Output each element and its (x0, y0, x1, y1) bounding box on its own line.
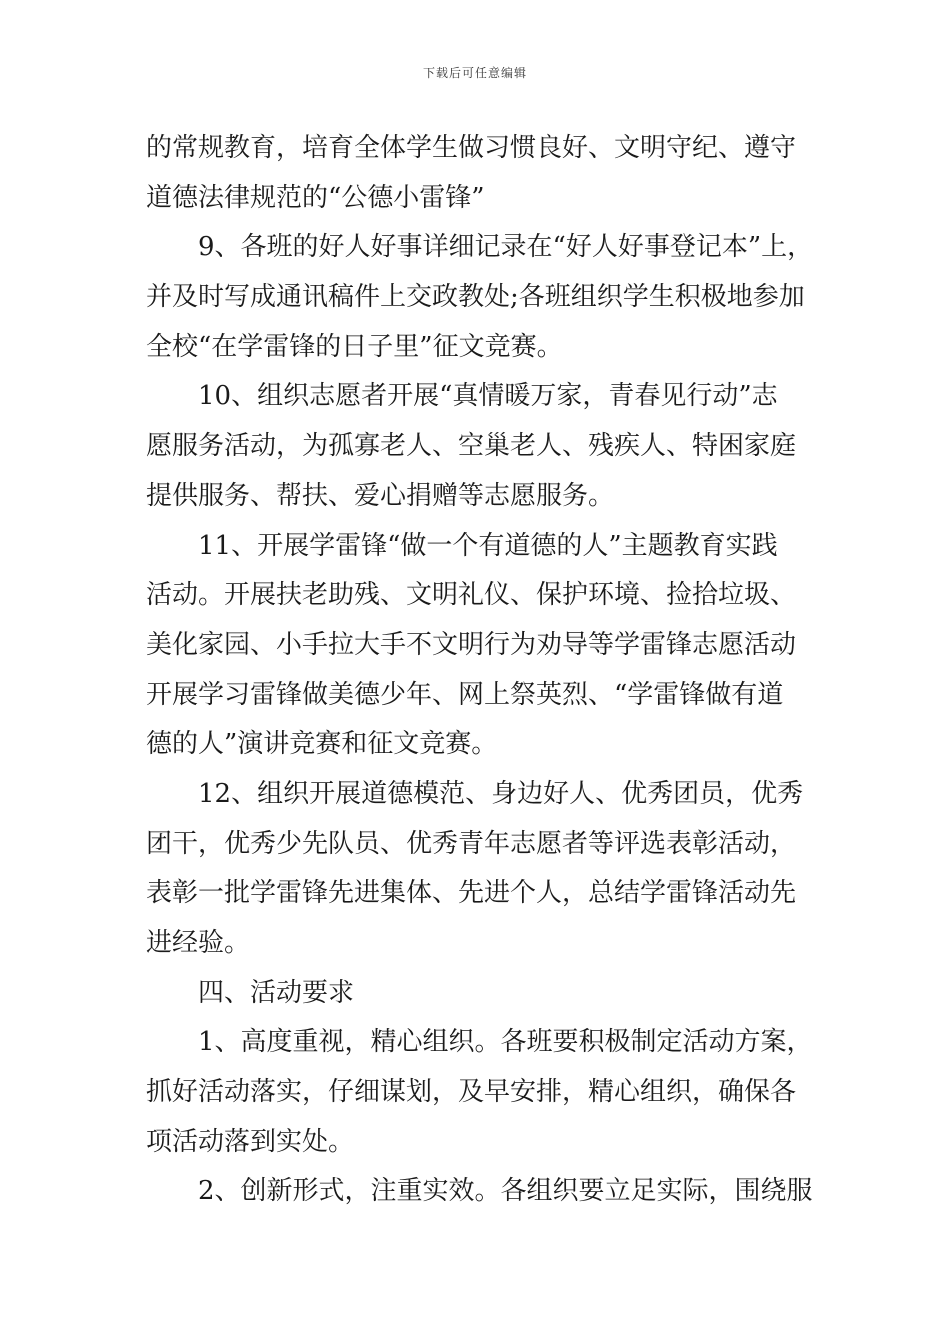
text-line: 2、创新形式，注重实效。各组织要立足实际，围绕服 (198, 1176, 813, 1207)
text-line: 抓好活动落实，仔细谋划，及早安排，精心组织，确保各 (146, 1077, 797, 1108)
text-line: 德的人”演讲竞赛和征文竞赛。 (146, 729, 498, 760)
page-header: 下载后可任意编辑 (422, 66, 527, 80)
text-line: 并及时写成通讯稿件上交政教处;各班组织学生积极地参加 (146, 282, 805, 313)
text-line: 表彰一批学雷锋先进集体、先进个人，总结学雷锋活动先 (146, 878, 797, 909)
text-line: 1、高度重视，精心组织。各班要积极制定活动方案， (198, 1027, 813, 1058)
text-line: 团干，优秀少先队员、优秀青年志愿者等评选表彰活动， (146, 828, 797, 859)
text-line: 的常规教育，培育全体学生做习惯良好、文明守纪、遵守 (146, 133, 797, 163)
text-line: 活动。开展扶老助残、文明礼仪、保护环境、捡拾垃圾、 (146, 580, 797, 611)
text-line: 提供服务、帮扶、爱心捐赠等志愿服务。 (146, 480, 615, 511)
text-line: 全校“在学雷锋的日子里”征文竞赛。 (146, 331, 563, 362)
text-line: 11、开展学雷锋“做一个有道德的人”主题教育实践 (198, 530, 778, 561)
section-heading: 四、活动要求 (198, 977, 355, 1008)
text-line: 9、各班的好人好事详细记录在“好人好事登记本”上， (198, 232, 814, 263)
text-line: 愿服务活动，为孤寡老人、空巢老人、残疾人、特困家庭 (146, 431, 797, 462)
document-body (146, 124, 816, 1217)
text-line: 10、组织志愿者开展“真情暖万家，青春见行动”志 (198, 381, 778, 412)
text-line: 美化家园、小手拉大手不文明行为劝导等学雷锋志愿活动 (146, 629, 797, 660)
text-line: 项活动落到实处。 (146, 1126, 355, 1157)
text-line: 12、组织开展道德模范、身边好人、优秀团员，优秀 (198, 778, 804, 809)
text-line: 开展学习雷锋做美德少年、网上祭英烈、“学雷锋做有道 (146, 679, 784, 710)
text-line: 道德法律规范的“公德小雷锋” (146, 182, 485, 213)
text-line: 进经验。 (146, 928, 251, 958)
